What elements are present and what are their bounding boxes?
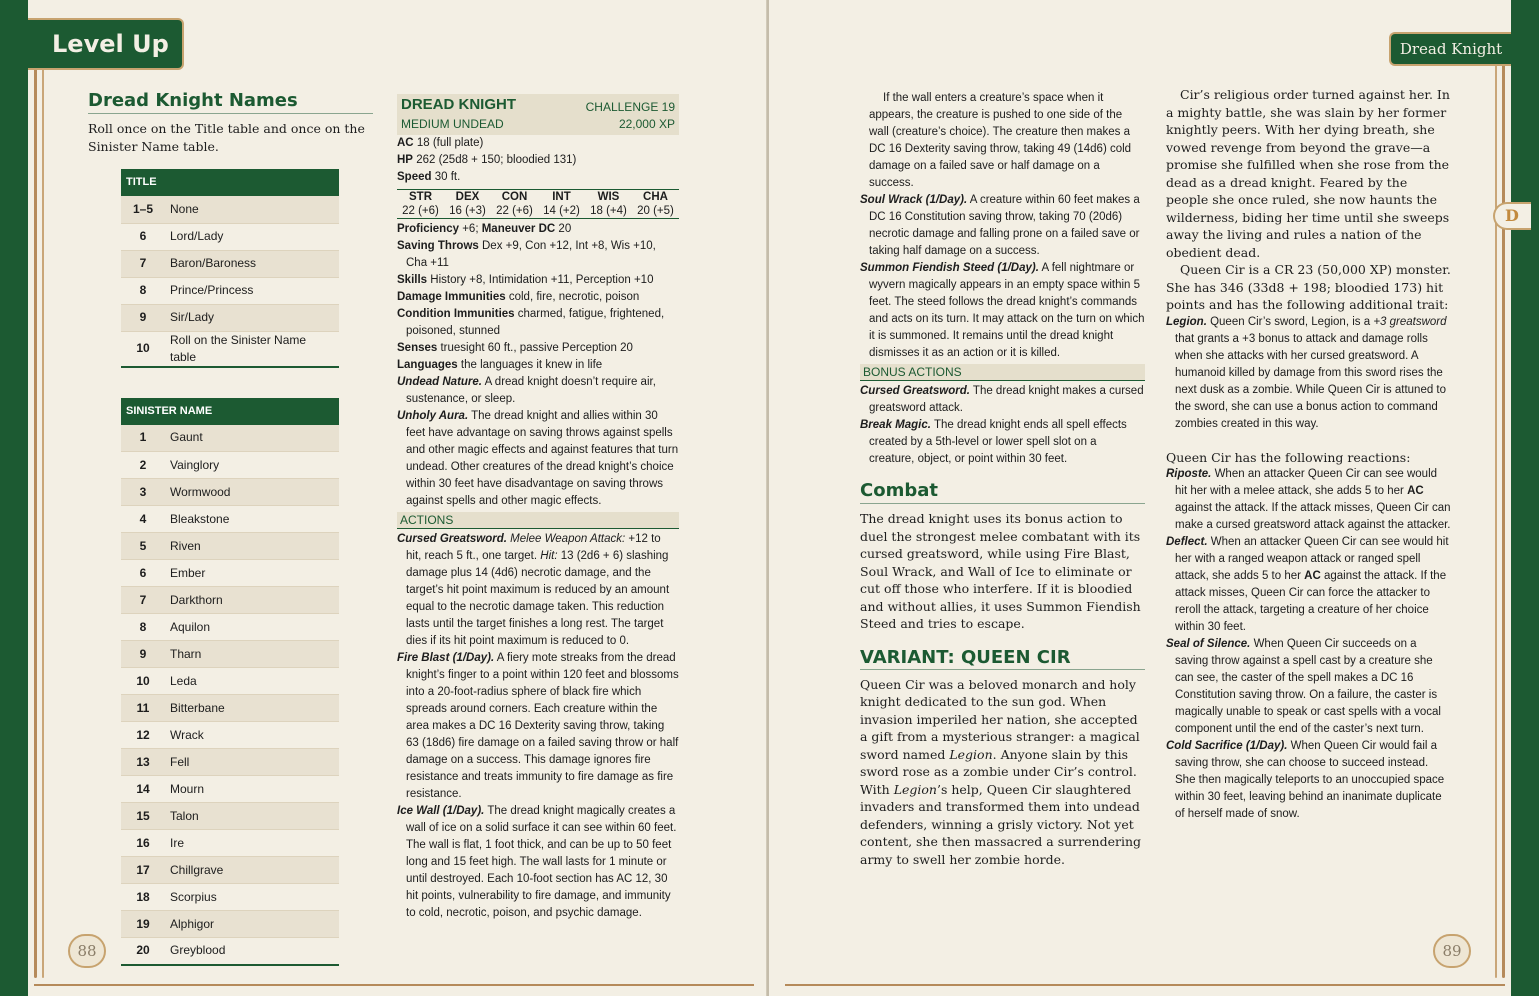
- thumb-tab[interactable]: D: [1493, 202, 1531, 230]
- ability-dex: [444, 190, 491, 218]
- hp-value: 262 (25d8 + 150; bloodied 131): [416, 154, 577, 166]
- table-row: [121, 857, 339, 884]
- text-span: ’s help, Queen Cir slaughtered invaders and transformed them into undead defenders, winning a grisly victory. Not yet content, she then massacred a surrendering army to swell her zombie horde.: [860, 781, 1141, 867]
- chapter-banner: Level Up: [28, 18, 184, 70]
- variant-paragraph-1: [860, 676, 1145, 869]
- roll-cell: 17: [121, 857, 165, 884]
- statblock-continued-column: [860, 90, 1145, 868]
- result-cell: Talon: [165, 803, 339, 830]
- roll-cell: 13: [121, 749, 165, 776]
- saves-value: Dex +9, Con +12, Int +8, Wis +10, Cha +11: [406, 240, 656, 269]
- result-cell: Ire: [165, 830, 339, 857]
- trait-text: The dread knight and allies within 30 feet have advantage on saving throws against spells and other magic effects and against features that turn undead. Other creatures of the dread knight’s choice within 30 feet have disadvantage on saving throws against spells and other magic effects.: [406, 410, 679, 507]
- roll-cell: 19: [121, 911, 165, 938]
- sword-name: Legion: [949, 746, 993, 762]
- left-frame-line-inner: [42, 60, 44, 978]
- result-cell: Bleakstone: [165, 506, 339, 533]
- action-name: Cursed Greatsword.: [397, 533, 507, 545]
- variant-title: VARIANT: QUEEN CIR: [860, 647, 1145, 670]
- ability-scores: [397, 189, 679, 219]
- speed-label: Speed: [397, 171, 432, 183]
- action-name: Ice Wall (1/Day).: [397, 805, 485, 817]
- table-row: [121, 533, 339, 560]
- names-column: [88, 90, 373, 966]
- condition-immunities-label: Condition Immunities: [397, 308, 515, 320]
- trait-name: Unholy Aura.: [397, 410, 469, 422]
- table-row: [121, 250, 339, 277]
- roll-cell: 6: [121, 223, 165, 250]
- trait-name: Legion.: [1166, 315, 1207, 328]
- ability-label: DEX: [455, 191, 480, 203]
- action-name: Summon Fiendish Steed (1/Day).: [860, 262, 1039, 274]
- result-cell: Aquilon: [165, 614, 339, 641]
- text-span: Queen Cir was a beloved monarch and holy knight dedicated to the sun god. When invasion imperiled her nation, she accepted a gift from a mysterious stranger: a magical sword named: [860, 676, 1140, 762]
- damage-immunities-label: Damage Immunities: [397, 291, 506, 303]
- table-row: [121, 776, 339, 803]
- trait-undead-nature: [397, 374, 679, 408]
- bonus-text: The dread knight ends all spell effects created by a 5th-level or lower spell slot on a creature, object, or point within 30 feet.: [869, 419, 1127, 465]
- roll-cell: 18: [121, 884, 165, 911]
- combat-title: Combat: [860, 480, 1145, 504]
- reaction-ac: AC: [1304, 570, 1321, 582]
- roll-cell: 20: [121, 938, 165, 965]
- actions-header: ACTIONS: [397, 512, 679, 529]
- ability-str: [397, 190, 444, 218]
- text-span: . Anyone slain by this sword rose as a zombie under Cir’s control. With: [860, 746, 1137, 797]
- table-row: [121, 587, 339, 614]
- right-frame-bottom: [785, 984, 1505, 986]
- roll-cell: 16: [121, 830, 165, 857]
- title-table: [121, 169, 339, 368]
- action-text: A creature within 60 feet makes a DC 16 Constitution saving throw, taking 70 (20d6) necrotic damage and falling prone on a failed save or taking half damage on a success.: [869, 194, 1140, 257]
- bonus-actions-header: BONUS ACTIONS: [860, 364, 1145, 381]
- trait-text: A dread knight doesn’t require air, sustenance, or sleep.: [406, 376, 656, 405]
- names-intro: Roll once on the Title table and once on the Sinister Name table.: [88, 121, 365, 154]
- roll-cell: 12: [121, 722, 165, 749]
- ability-value: 22 (+6): [496, 205, 533, 217]
- running-head: Dread Knight: [1389, 32, 1511, 66]
- result-cell: Chillgrave: [165, 857, 339, 884]
- right-edge-strip: [1511, 0, 1539, 996]
- ability-label: CON: [501, 191, 528, 203]
- ability-cha: [632, 190, 679, 218]
- monster-xp: 22,000 XP: [618, 117, 675, 131]
- left-frame-bottom: [34, 984, 754, 986]
- ability-label: WIS: [597, 191, 620, 203]
- reaction-text: against the attack. If the attack misses, Queen Cir can make a cursed greatsword attack against the attacker.: [1175, 502, 1451, 531]
- reaction-ac: AC: [1407, 485, 1424, 497]
- table-row: [121, 668, 339, 695]
- table-row: [121, 803, 339, 830]
- reaction-name: Seal of Silence.: [1166, 638, 1251, 650]
- roll-cell: 14: [121, 776, 165, 803]
- trait-text: that grants a +3 bonus to attack and damage rolls when she attacks with her cursed greatsword. A humanoid killed by damage from this sword rises the next dusk as a zombie. While Queen Cir is attuned to the sword, she can use a bonus action to command zombies created in this way.: [1175, 332, 1447, 430]
- table-row: [121, 641, 339, 668]
- result-cell: Ember: [165, 560, 339, 587]
- result-cell: Wormwood: [165, 479, 339, 506]
- senses-value: truesight 60 ft., passive Perception 20: [440, 342, 633, 354]
- action-text: +12 to hit, reach 5 ft., one target.: [406, 533, 661, 562]
- reaction-text: When an attacker Queen Cir can see would hit her with a melee attack, she adds 5 to her: [1175, 468, 1438, 497]
- table-row: [121, 331, 339, 367]
- result-cell: Prince/Princess: [165, 277, 339, 304]
- proficiency-value: +6;: [462, 223, 479, 235]
- title-table-header: TITLE: [121, 169, 339, 196]
- action-hit-label: Hit:: [540, 550, 558, 562]
- variant-paragraph-3: Queen Cir is a CR 23 (50,000 XP) monster. She has 346 (33d8 + 198; bloodied 173) hit points and has the following additional trait:: [1166, 262, 1451, 312]
- action-text: 13 (2d6 + 6) slashing damage plus 14 (4d6) necrotic damage, and the target’s hit point maximum is reduced by an amount equal to the necrotic damage taken. This reduction lasts until the target finishes a long rest. The target dies if its hit point maximum is reduced to 0.: [406, 550, 670, 647]
- table-row: [121, 749, 339, 776]
- languages-label: Languages: [397, 359, 458, 371]
- table-row: [121, 479, 339, 506]
- ice-wall-continued: If the wall enters a creature’s space when it appears, the creature is pushed to one side of the wall (creature’s choice). The creature then makes a DC 16 Dexterity saving throw, taking 49 (14d6) cold damage on a failed save or half damage on a success.: [869, 92, 1132, 189]
- table-row: [121, 695, 339, 722]
- result-cell: Roll on the Sinister Name table: [165, 331, 339, 367]
- trait-text: Queen Cir’s sword, Legion, is a: [1210, 315, 1371, 328]
- action-ice-wall: [397, 803, 679, 922]
- action-attack-type: Melee Weapon Attack:: [510, 533, 626, 545]
- result-cell: Vainglory: [165, 452, 339, 479]
- result-cell: Bitterbane: [165, 695, 339, 722]
- reactions-intro: Queen Cir has the following reactions:: [1166, 449, 1411, 465]
- roll-cell: 2: [121, 452, 165, 479]
- table-row: [121, 277, 339, 304]
- roll-cell: 9: [121, 641, 165, 668]
- action-fire-blast: [397, 650, 679, 803]
- senses-label: Senses: [397, 342, 438, 354]
- action-name: Fire Blast (1/Day).: [397, 652, 495, 664]
- skills-label: Skills: [397, 274, 428, 286]
- saves-label: Saving Throws: [397, 240, 479, 252]
- result-cell: None: [165, 196, 339, 223]
- ability-value: 20 (+5): [637, 205, 674, 217]
- action-name: Soul Wrack (1/Day).: [860, 194, 968, 206]
- roll-cell: 6: [121, 560, 165, 587]
- result-cell: Leda: [165, 668, 339, 695]
- roll-cell: 10: [121, 331, 165, 367]
- sinister-table-header: SINISTER NAME: [121, 398, 339, 425]
- maneuver-value: 20: [558, 223, 572, 235]
- result-cell: Sir/Lady: [165, 304, 339, 331]
- reaction-text: When Queen Cir would fail a saving throw, she can choose to succeed instead. She then magically teleports to an unoccupied space within 30 feet, leaving behind an inanimate duplicate of herself made of snow.: [1175, 740, 1445, 820]
- reaction-cold-sacrifice: [1166, 738, 1451, 823]
- bonus-text: The dread knight makes a cursed greatsword attack.: [869, 385, 1144, 414]
- result-cell: Riven: [165, 533, 339, 560]
- roll-cell: 4: [121, 506, 165, 533]
- ability-con: [491, 190, 538, 218]
- reaction-text: against the attack. If the attack misses, Queen Cir can force the attacker to reroll the attack, targeting a creature of her choice within 30 feet.: [1175, 570, 1447, 633]
- reaction-deflect: [1166, 534, 1451, 636]
- bonus-cursed-greatsword: [860, 383, 1145, 417]
- table-row: [121, 722, 339, 749]
- ability-label: CHA: [643, 191, 668, 203]
- ability-value: 18 (+4): [590, 205, 627, 217]
- monster-name: DREAD KNIGHT: [401, 96, 516, 113]
- roll-cell: 1: [121, 425, 165, 452]
- table-row: [121, 196, 339, 223]
- table-row: [121, 884, 339, 911]
- result-cell: Darkthorn: [165, 587, 339, 614]
- reactions-list: [1166, 466, 1451, 823]
- result-cell: Tharn: [165, 641, 339, 668]
- trait-unholy-aura: [397, 408, 679, 510]
- left-page: [0, 0, 769, 996]
- action-text: A fell nightmare or wyvern magically appears in an empty space within 5 feet. The steed follows the dread knight’s commands and acts on its turn. It may attack on the turn on which it is summoned. It remains until the dread knight dismisses it as an action or it is killed.: [869, 262, 1145, 359]
- variant-paragraph-2: Cir’s religious order turned against her. In a mighty battle, she was slain by her former knightly peers. With her dying breath, she vowed revenge from beyond the grave—a promise she fulfilled when she rose from the dead as a dread knight. Feared by the people she once ruled, she now haunts the wilderness, biding her time until she sweeps away the living and rules a nation of the obedient dead.: [1166, 87, 1450, 260]
- action-cursed-greatsword: [397, 531, 679, 650]
- table-row: [121, 223, 339, 250]
- action-text: The dread knight magically creates a wall of ice on a solid surface it can see within 60 feet. The wall is flat, 1 foot thick, and can be up to 50 feet long and 15 feet high. The wall lasts for 1 minute or until destroyed. Each 10-foot section has AC 12, 30 hit points, vulnerability to fire damage, and immunity to cold, necrotic, poison, and psychic damage.: [406, 805, 677, 919]
- reaction-name: Deflect.: [1166, 536, 1208, 548]
- table-row: [121, 614, 339, 641]
- statblock-column: [397, 94, 679, 922]
- left-edge-strip: [0, 0, 28, 996]
- page-number-right: 89: [1433, 934, 1471, 968]
- reaction-seal-of-silence: [1166, 636, 1451, 738]
- roll-cell: 9: [121, 304, 165, 331]
- bonus-break-magic: [860, 417, 1145, 468]
- right-frame-line-inner: [1495, 60, 1497, 978]
- right-frame-line: [1502, 60, 1505, 978]
- ability-wis: [585, 190, 632, 218]
- roll-cell: 10: [121, 668, 165, 695]
- roll-cell: 7: [121, 587, 165, 614]
- result-cell: Lord/Lady: [165, 223, 339, 250]
- roll-cell: 5: [121, 533, 165, 560]
- ability-int: [538, 190, 585, 218]
- result-cell: Greyblood: [165, 938, 339, 965]
- ability-value: 16 (+3): [449, 205, 486, 217]
- legion-trait: [1166, 314, 1451, 433]
- ability-label: STR: [409, 191, 432, 203]
- damage-immunities-value: cold, fire, necrotic, poison: [508, 291, 640, 303]
- statblock-body: [397, 135, 679, 922]
- ac-label: AC: [397, 137, 414, 149]
- table-row: [121, 938, 339, 965]
- table-row: [121, 506, 339, 533]
- ability-value: 22 (+6): [402, 205, 439, 217]
- reaction-name: Riposte.: [1166, 468, 1212, 480]
- result-cell: Scorpius: [165, 884, 339, 911]
- reaction-text: When an attacker Queen Cir can see would hit her with a ranged weapon attack or ranged spell attack, she adds 5 to her: [1175, 536, 1449, 582]
- speed-value: 30 ft.: [434, 171, 461, 183]
- ability-label: INT: [552, 191, 571, 203]
- roll-cell: 7: [121, 250, 165, 277]
- result-cell: Alphigor: [165, 911, 339, 938]
- result-cell: Mourn: [165, 776, 339, 803]
- table-row: [121, 304, 339, 331]
- reaction-riposte: [1166, 466, 1451, 534]
- reaction-text: When Queen Cir succeeds on a saving throw against a spell cast by a creature she can see, the caster of the spell makes a DC 16 Constitution saving throw. On a failure, the caster is magically unable to speak or cast spells with a vocal component until the end of the caster’s next turn.: [1175, 638, 1441, 735]
- challenge-rating: CHALLENGE 19: [585, 100, 675, 114]
- hp-label: HP: [397, 154, 413, 166]
- reaction-name: Cold Sacrifice (1/Day).: [1166, 740, 1288, 752]
- combat-text: The dread knight uses its bonus action to duel the strongest melee combatant with its cursed greatsword, while using Fire Blast, Soul Wrack, and Wall of Ice to eliminate or cut off those who interfere. If it is bloodied and without allies, it uses Summon Fiendish Steed and tries to escape.: [860, 511, 1141, 631]
- ac-value: 18 (full plate): [416, 137, 484, 149]
- action-summon-steed: [860, 260, 1145, 362]
- condition-immunities-value: charmed, fatigue, frightened, poisoned, stunned: [406, 308, 665, 337]
- sword-name: Legion: [893, 781, 937, 797]
- action-soul-wrack: [860, 192, 1145, 260]
- table-row: [121, 425, 339, 452]
- variant-column: [1166, 86, 1451, 823]
- left-frame-line: [34, 60, 37, 978]
- result-cell: Gaunt: [165, 425, 339, 452]
- roll-cell: 3: [121, 479, 165, 506]
- bonus-name: Cursed Greatsword.: [860, 385, 970, 397]
- roll-cell: 1–5: [121, 196, 165, 223]
- languages-value: the languages it knew in life: [460, 359, 603, 371]
- trait-name: Undead Nature.: [397, 376, 482, 388]
- statblock-header: [397, 94, 679, 135]
- table-row: [121, 911, 339, 938]
- table-row: [121, 830, 339, 857]
- maneuver-label: Maneuver DC: [481, 223, 556, 235]
- trait-italic: +3 greatsword: [1373, 315, 1447, 328]
- sinister-name-table: [121, 398, 339, 966]
- roll-cell: 15: [121, 803, 165, 830]
- names-title: Dread Knight Names: [88, 90, 373, 114]
- skills-value: History +8, Intimidation +11, Perception +10: [430, 274, 654, 286]
- proficiency-label: Proficiency: [397, 223, 459, 235]
- monster-type: MEDIUM UNDEAD: [401, 117, 504, 131]
- table-row: [121, 452, 339, 479]
- roll-cell: 11: [121, 695, 165, 722]
- roll-cell: 8: [121, 614, 165, 641]
- ability-value: 14 (+2): [543, 205, 580, 217]
- result-cell: Baron/Baroness: [165, 250, 339, 277]
- result-cell: Wrack: [165, 722, 339, 749]
- statblock-continued: [860, 90, 1145, 468]
- bonus-name: Break Magic.: [860, 419, 931, 431]
- action-text: A fiery mote streaks from the dread knight’s finger to a point within 120 feet and blossoms into a 20-foot-radius sphere of black fire which spreads around corners. Each creature within the area makes a DC 16 Dexterity saving throw, taking 63 (18d6) fire damage on a failed saving throw or half damage on a success. This damage ignores fire resistance and treats immunity to fire damage as fire resistance.: [406, 652, 679, 800]
- table-row: [121, 560, 339, 587]
- page-number-left: 88: [68, 934, 106, 968]
- result-cell: Fell: [165, 749, 339, 776]
- roll-cell: 8: [121, 277, 165, 304]
